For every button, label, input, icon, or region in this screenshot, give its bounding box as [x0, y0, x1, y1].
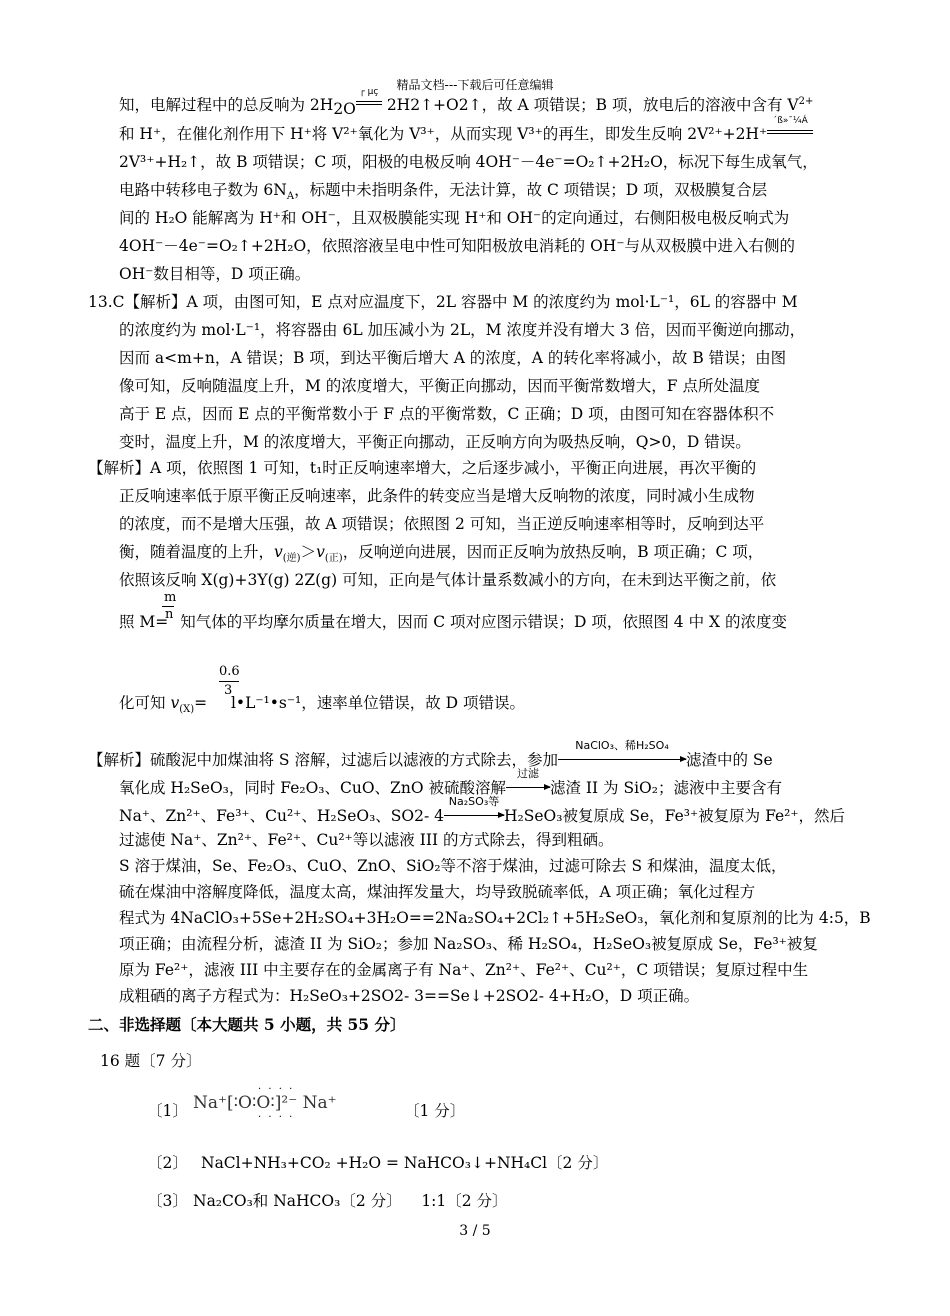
p14-line-1: 【解析】A 项，依照图 1 可知，t₁时正反响速率增大，之后逐步减小，平衡正向进展，再次平衡的	[88, 459, 757, 477]
p12-line-3: 2V³⁺+H₂↑，故 B 项错误；C 项，阳极的电极反响 4OH⁻－4e⁻=O₂↑+2H₂O，标况下每生成氧气，	[119, 153, 818, 171]
p13-line-4: 像可知，反响随温度上升，M 的浓度增大，平衡正向挪动，因而平衡常数增大，F 点所处温度	[119, 377, 760, 395]
p12-line-5: 间的 H₂O 能解离为 H⁺和 OH⁻，且双极膜能实现 H⁺和 OH⁻的定向通过，右侧阳极电极反响式为	[119, 209, 790, 227]
p15-line-2: 氧化成 H₂SeO₃，同时 Fe₂O₃、CuO、ZnO 被硫酸溶解 过滤 滤渣 II 为 SiO₂；滤液中主要含有	[119, 767, 782, 797]
p15-line-4: 过滤使 Na⁺、Zn²⁺、Fe²⁺、Cu²⁺等以滤液 III 的方式除去，得到粗硒。	[119, 831, 614, 849]
page-header: 精品文档---下载后可任意编辑	[396, 78, 554, 92]
p12-line-7: OH⁻数目相等，D 项正确。	[119, 265, 311, 283]
p13-line-3: 因而 a<m+n，A 错误；B 项，到达平衡后增大 A 的浓度，A 的转化率将减小，故 B 错误；由图	[119, 349, 787, 367]
p14-line-4: 衡，随着温度的上升，$v_{(逆)}>v_{(正)}$，反响逆向进展，因而正反响为放热反响，B 项正确；C 项，	[119, 543, 764, 565]
p14-line-3: 的浓度，而不是增大压强，故 A 项错误；依照图 2 可知，当正逆反响速率相等时，反响到达平	[119, 515, 765, 533]
q16-answer-1-score: 〔1 分〕	[404, 1102, 466, 1120]
fraction-m-numerator: m	[164, 590, 177, 605]
equilibrium-sign-electrolysis: ┌ µç	[356, 98, 382, 114]
p12-line-4: 电路中转移电子数为 $6N_A$，标题中未指明条件，无法计算，故 C 项错误；D 项，双极膜复合层	[119, 181, 768, 203]
p15-line-7: 程式为 4NaClO₃+5Se+2H₂SO₄+3H₂O==2Na₂SO₄+2Cl₂↑+5H₂SeO₃，氧化剂和复原剂的比为 4:5，B	[119, 909, 871, 927]
p14-line-6: 照 M= 知气体的平均摩尔质量在增大，因而 C 项对应图示错误；D 项，依照图 4 中 X 的浓度变	[119, 613, 787, 631]
lone-pair-dots-top: · · · ·	[258, 1084, 295, 1095]
section-heading: 二、非选择题〔本大题共 5 小题，共 55 分〕	[88, 1015, 406, 1034]
p12-line-1: 知，电解过程中的总反响为 $2H_{2O}$ ┌ µç 2H2↑+O2↑，故 A 项错误；B 项，放电后的溶液中含有 $V^{2+}$	[119, 87, 814, 119]
p15-line-6: 硫在煤油中溶解度降低，温度太高，煤油挥发量大，均导致脱硫率低，A 项正确；氧化过程方	[119, 883, 756, 901]
q16-answer-1-number: 〔1〕	[147, 1102, 188, 1120]
p15-line-3: Na⁺、Zn²⁺、Fe³⁺、Cu²⁺、H₂SeO₃、SO2- 4 Na₂SO₃等 H₂SeO₃被复原成 Se，Fe³⁺被复原为 Fe²⁺，然后	[119, 795, 846, 825]
p15-line-8: 项正确；由流程分析，滤渣 II 为 SiO₂；参加 Na₂SO₃、稀 H₂SO₄，H₂SeO₃被复原成 Se，Fe³⁺被复	[119, 935, 818, 953]
q16-answer-2-text: NaCl+NH₃+CO₂ +H₂O = NaHCO₃↓+NH₄Cl〔2 分〕	[201, 1154, 609, 1172]
q16-answer-3-number: 〔3〕	[147, 1192, 188, 1210]
p13-line-6: 变时，温度上升，M 的浓度增大，平衡正向挪动，正反响方向为吸热反响，Q>0，D 错误。	[119, 433, 751, 451]
p12-line-6: 4OH⁻－4e⁻=O₂↑+2H₂O，依照溶液呈电中性可知阳极放电消耗的 OH⁻与从双极膜中进入右侧的	[119, 237, 796, 255]
p15-line-9: 原为 Fe²⁺，滤液 III 中主要存在的金属离子有 Na⁺、Zn²⁺、Fe²⁺、Cu²⁺，C 项错误；复原过程中生	[119, 961, 809, 979]
fraction-n-denominator: n	[165, 607, 174, 622]
lone-pair-dots-bottom: · · · ·	[258, 1112, 295, 1123]
q16-answer-2-number: 〔2〕	[147, 1154, 188, 1172]
reaction-arrow-naclo3: NaClO₃、稀H₂SO₄	[558, 753, 686, 769]
sodium-peroxide-electron-formula: Na⁺[∶O∶O∶]²⁻ Na⁺	[193, 1093, 337, 1113]
p12-line-2: 和 H⁺，在催化剂作用下 H⁺将 V²⁺氧化为 V³⁺，从而实现 V³⁺的再生，即发生反响 2V²⁺+2H⁺ ´ß»¯¼Á	[119, 127, 813, 143]
fraction-numerator-0-6: 0.6	[219, 664, 240, 679]
reaction-arrow-na2so3: Na₂SO₃等	[444, 809, 504, 825]
q16-answer-3-text: Na₂CO₃和 NaHCO₃〔2 分〕 1:1〔2 分〕	[193, 1192, 508, 1210]
page-number: 3 / 5	[459, 1223, 491, 1239]
p13-line-5: 高于 E 点，因而 E 点的平衡常数小于 F 点的平衡常数，C 正确；D 项，由图可知在容器体积不	[119, 405, 775, 423]
p15-line-1: 【解析】硫酸泥中加煤油将 S 溶解，过滤后以滤液的方式除去，参加 NaClO₃、稀H₂SO₄ 滤渣中的 Se	[88, 739, 773, 769]
p14-line-5: 依照该反响 X(g)+3Y(g) 2Z(g) 可知，正向是气体计量系数减小的方向，在未到达平衡之前，依	[119, 571, 777, 589]
fraction-bar-0-6-3	[219, 681, 239, 682]
fraction-denominator-3: 3	[224, 683, 233, 698]
p13-line-1: 13.C【解析】A 项，由图可知，E 点对应温度下，2L 容器中 M 的浓度约为 mol·L⁻¹，6L 的容器中 M	[88, 293, 798, 311]
reaction-arrow-filter: 过滤	[506, 781, 550, 797]
p15-line-10: 成粗硒的离子方程式为：H₂SeO₃+2SO2- 3==Se↓+2SO2- 4+H₂O，D 项正确。	[119, 987, 700, 1005]
p15-line-5: S 溶于煤油，Se、Fe₂O₃、CuO、ZnO、SiO₂等不溶于煤油，过滤可除去 S 和煤油，温度太低，	[119, 857, 787, 875]
q16-title: 16 题〔7 分〕	[100, 1052, 202, 1070]
p13-line-2: 的浓度约为 mol·L⁻¹，将容器由 6L 加压减小为 2L，M 浓度并没有增大 3 倍，因而平衡逆向挪动，	[119, 321, 806, 339]
equilibrium-sign-catalyst: ´ß»¯¼Á	[767, 127, 813, 143]
p14-line-7: 化可知 $v_{(X)}=$ l•L⁻¹•s⁻¹，速率单位错误，故 D 项错误。	[119, 694, 526, 716]
p14-line-2: 正反响速率低于原平衡正反响速率，此条件的转变应当是增大反响物的浓度，同时减小生成物	[119, 487, 755, 505]
